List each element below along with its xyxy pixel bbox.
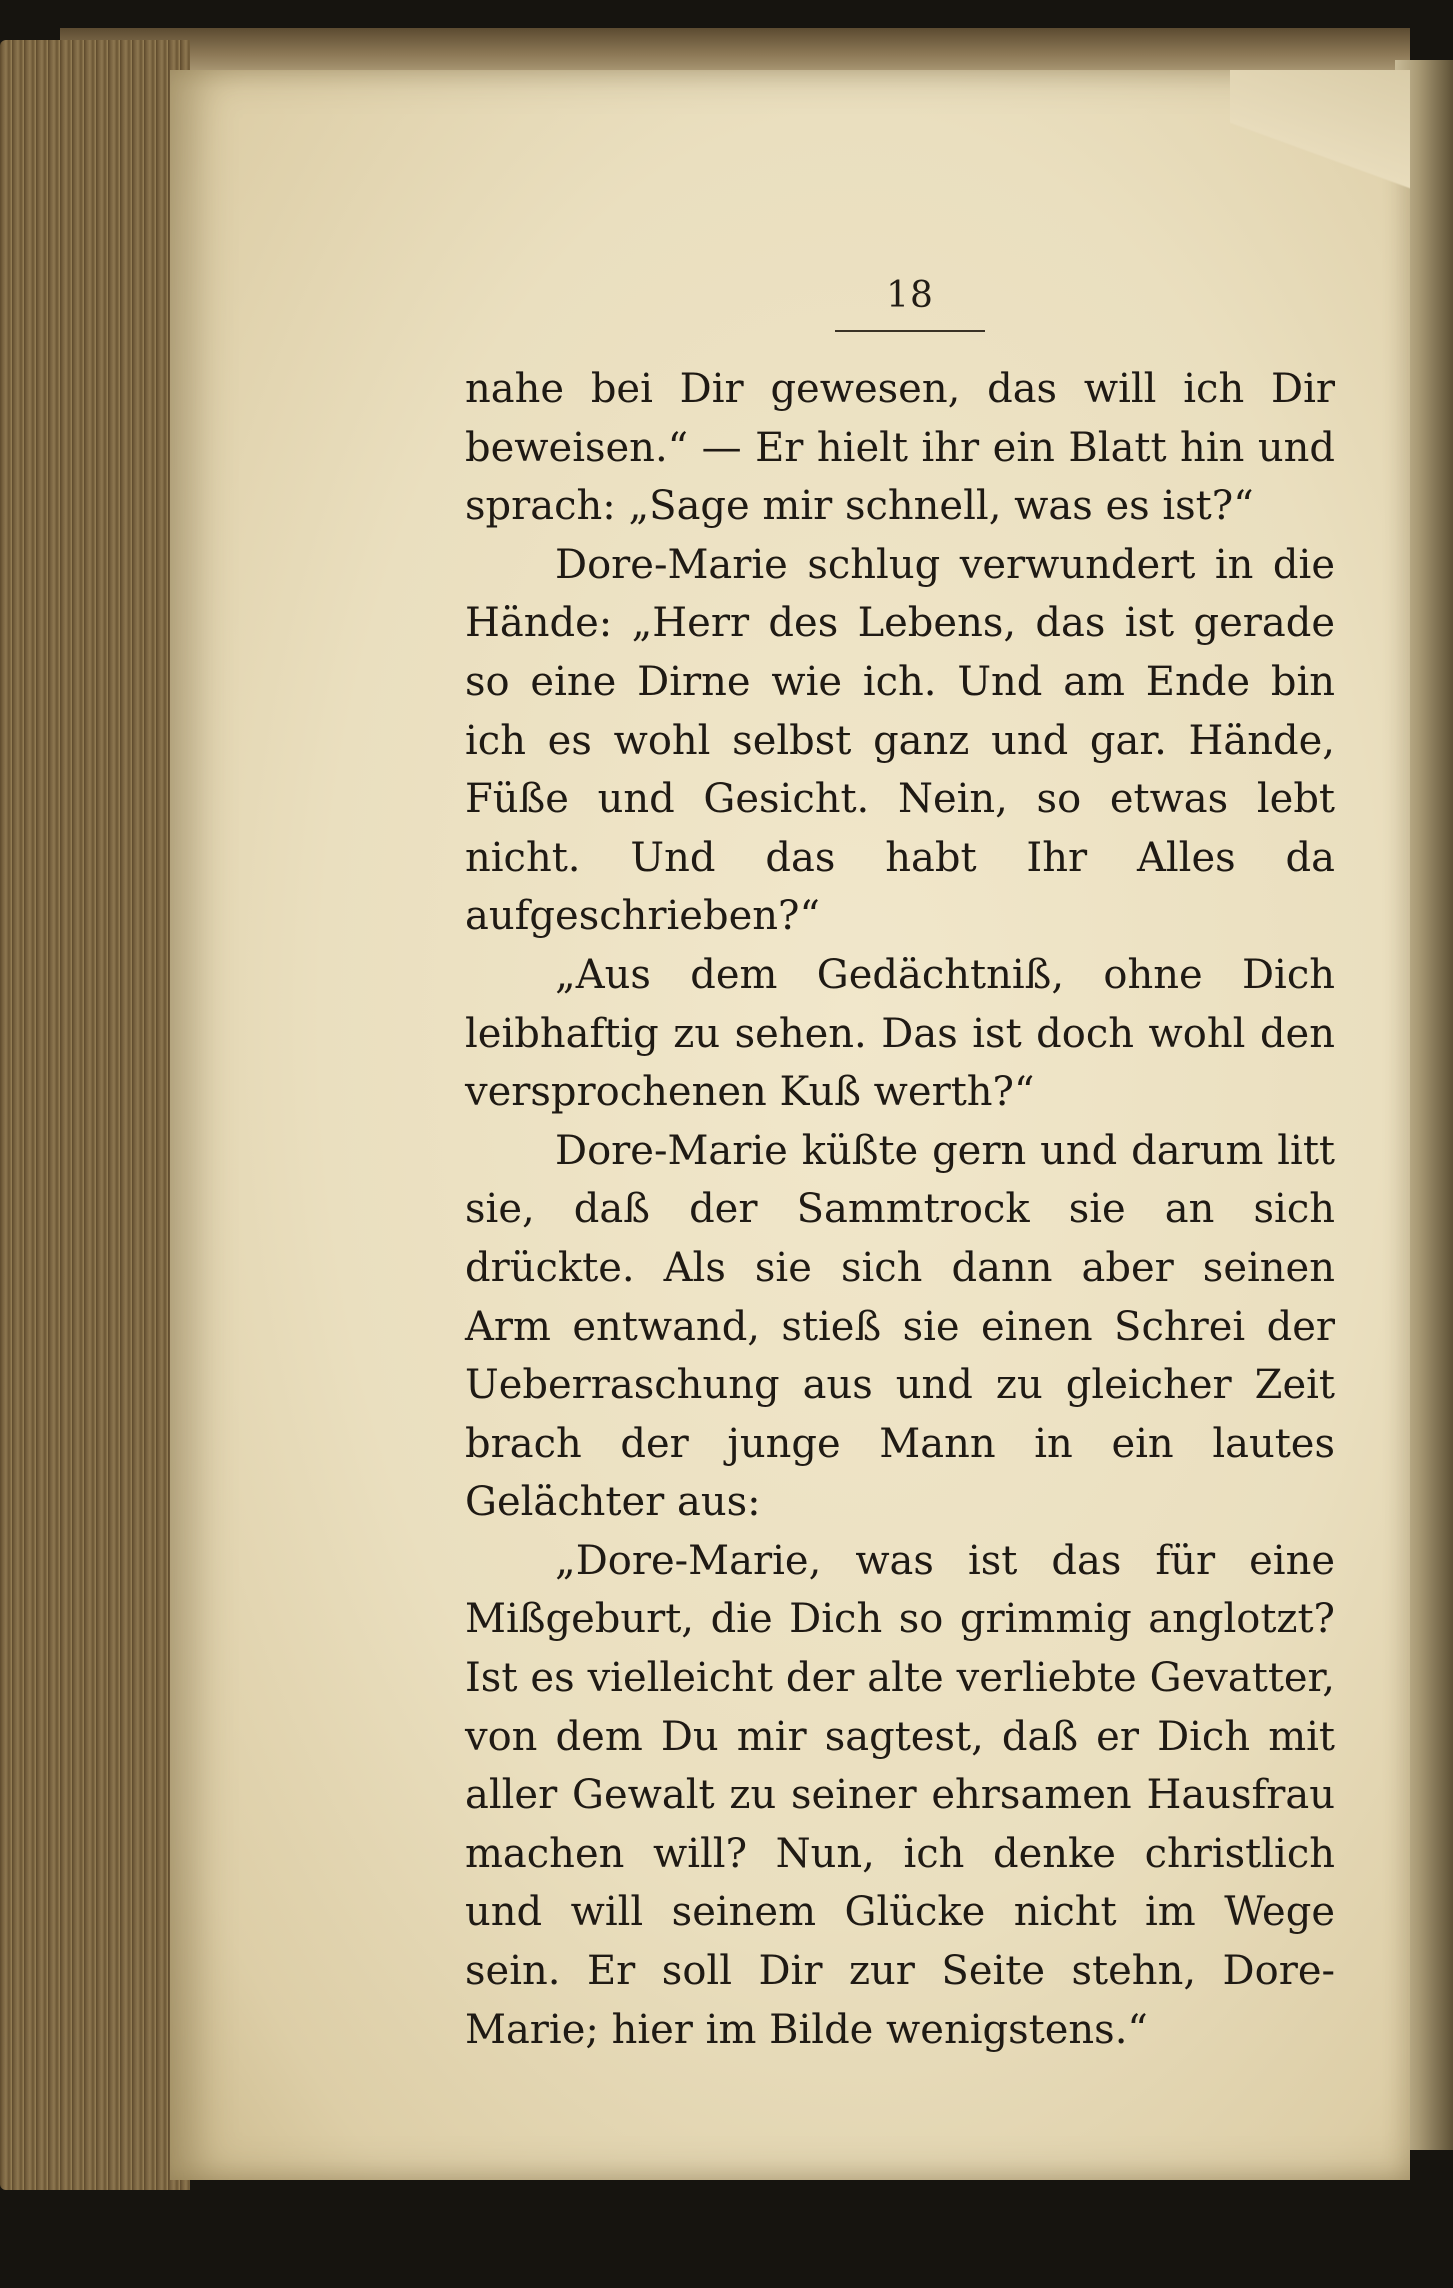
book-left-page-stack — [0, 40, 190, 2190]
paragraph: Dore-Marie schlug verwundert in die Hände: „Herr des Lebens, das ist gerade so eine Dirne wie ich. Und am Ende bin ich es wohl selbst ganz und gar. Hände, Füße und Gesicht. Nein, so etwas lebt nicht. Und das habt Ihr Alles da aufgeschrieben?“ — [465, 541, 1335, 940]
page-corner — [1230, 70, 1410, 200]
page-number: 18 — [886, 275, 934, 316]
paragraph: Dore-Marie küßte gern und darum litt sie, daß der Sammtrock sie an sich drückte. Als sie sich dann aber seinen Arm entwand, stieß sie einen Schrei der Ueberraschung aus und zu gleicher Zeit brach der junge Mann in ein lautes Gelächter aus: — [465, 1127, 1335, 1526]
page-text — [465, 360, 1335, 2059]
paragraph: „Aus dem Gedächtniß, ohne Dich leibhaftig zu sehen. Das ist doch wohl den versprochenen Kuß werth?“ — [465, 951, 1335, 1116]
paragraph: nahe bei Dir gewesen, das will ich Dir beweisen.“ — Er hielt ihr ein Blatt hin und sprach: „Sage mir schnell, was es ist?“ — [465, 366, 1335, 530]
page-number-rule — [835, 330, 985, 332]
paragraph: „Dore-Marie, was ist das für eine Mißgeburt, die Dich so grimmig anglotzt? Ist es vielleicht der alte verliebte Gevatter, von dem Du mir sagtest, daß er Dich mit aller Gewalt zu seiner ehrsamen Hausfrau machen will? Nun, ich denke christlich und will seinem Glücke nicht im Wege sein. Er soll Dir zur Seite stehn, Dore-Marie; hier im Bilde wenigstens.“ — [465, 1537, 1335, 2053]
